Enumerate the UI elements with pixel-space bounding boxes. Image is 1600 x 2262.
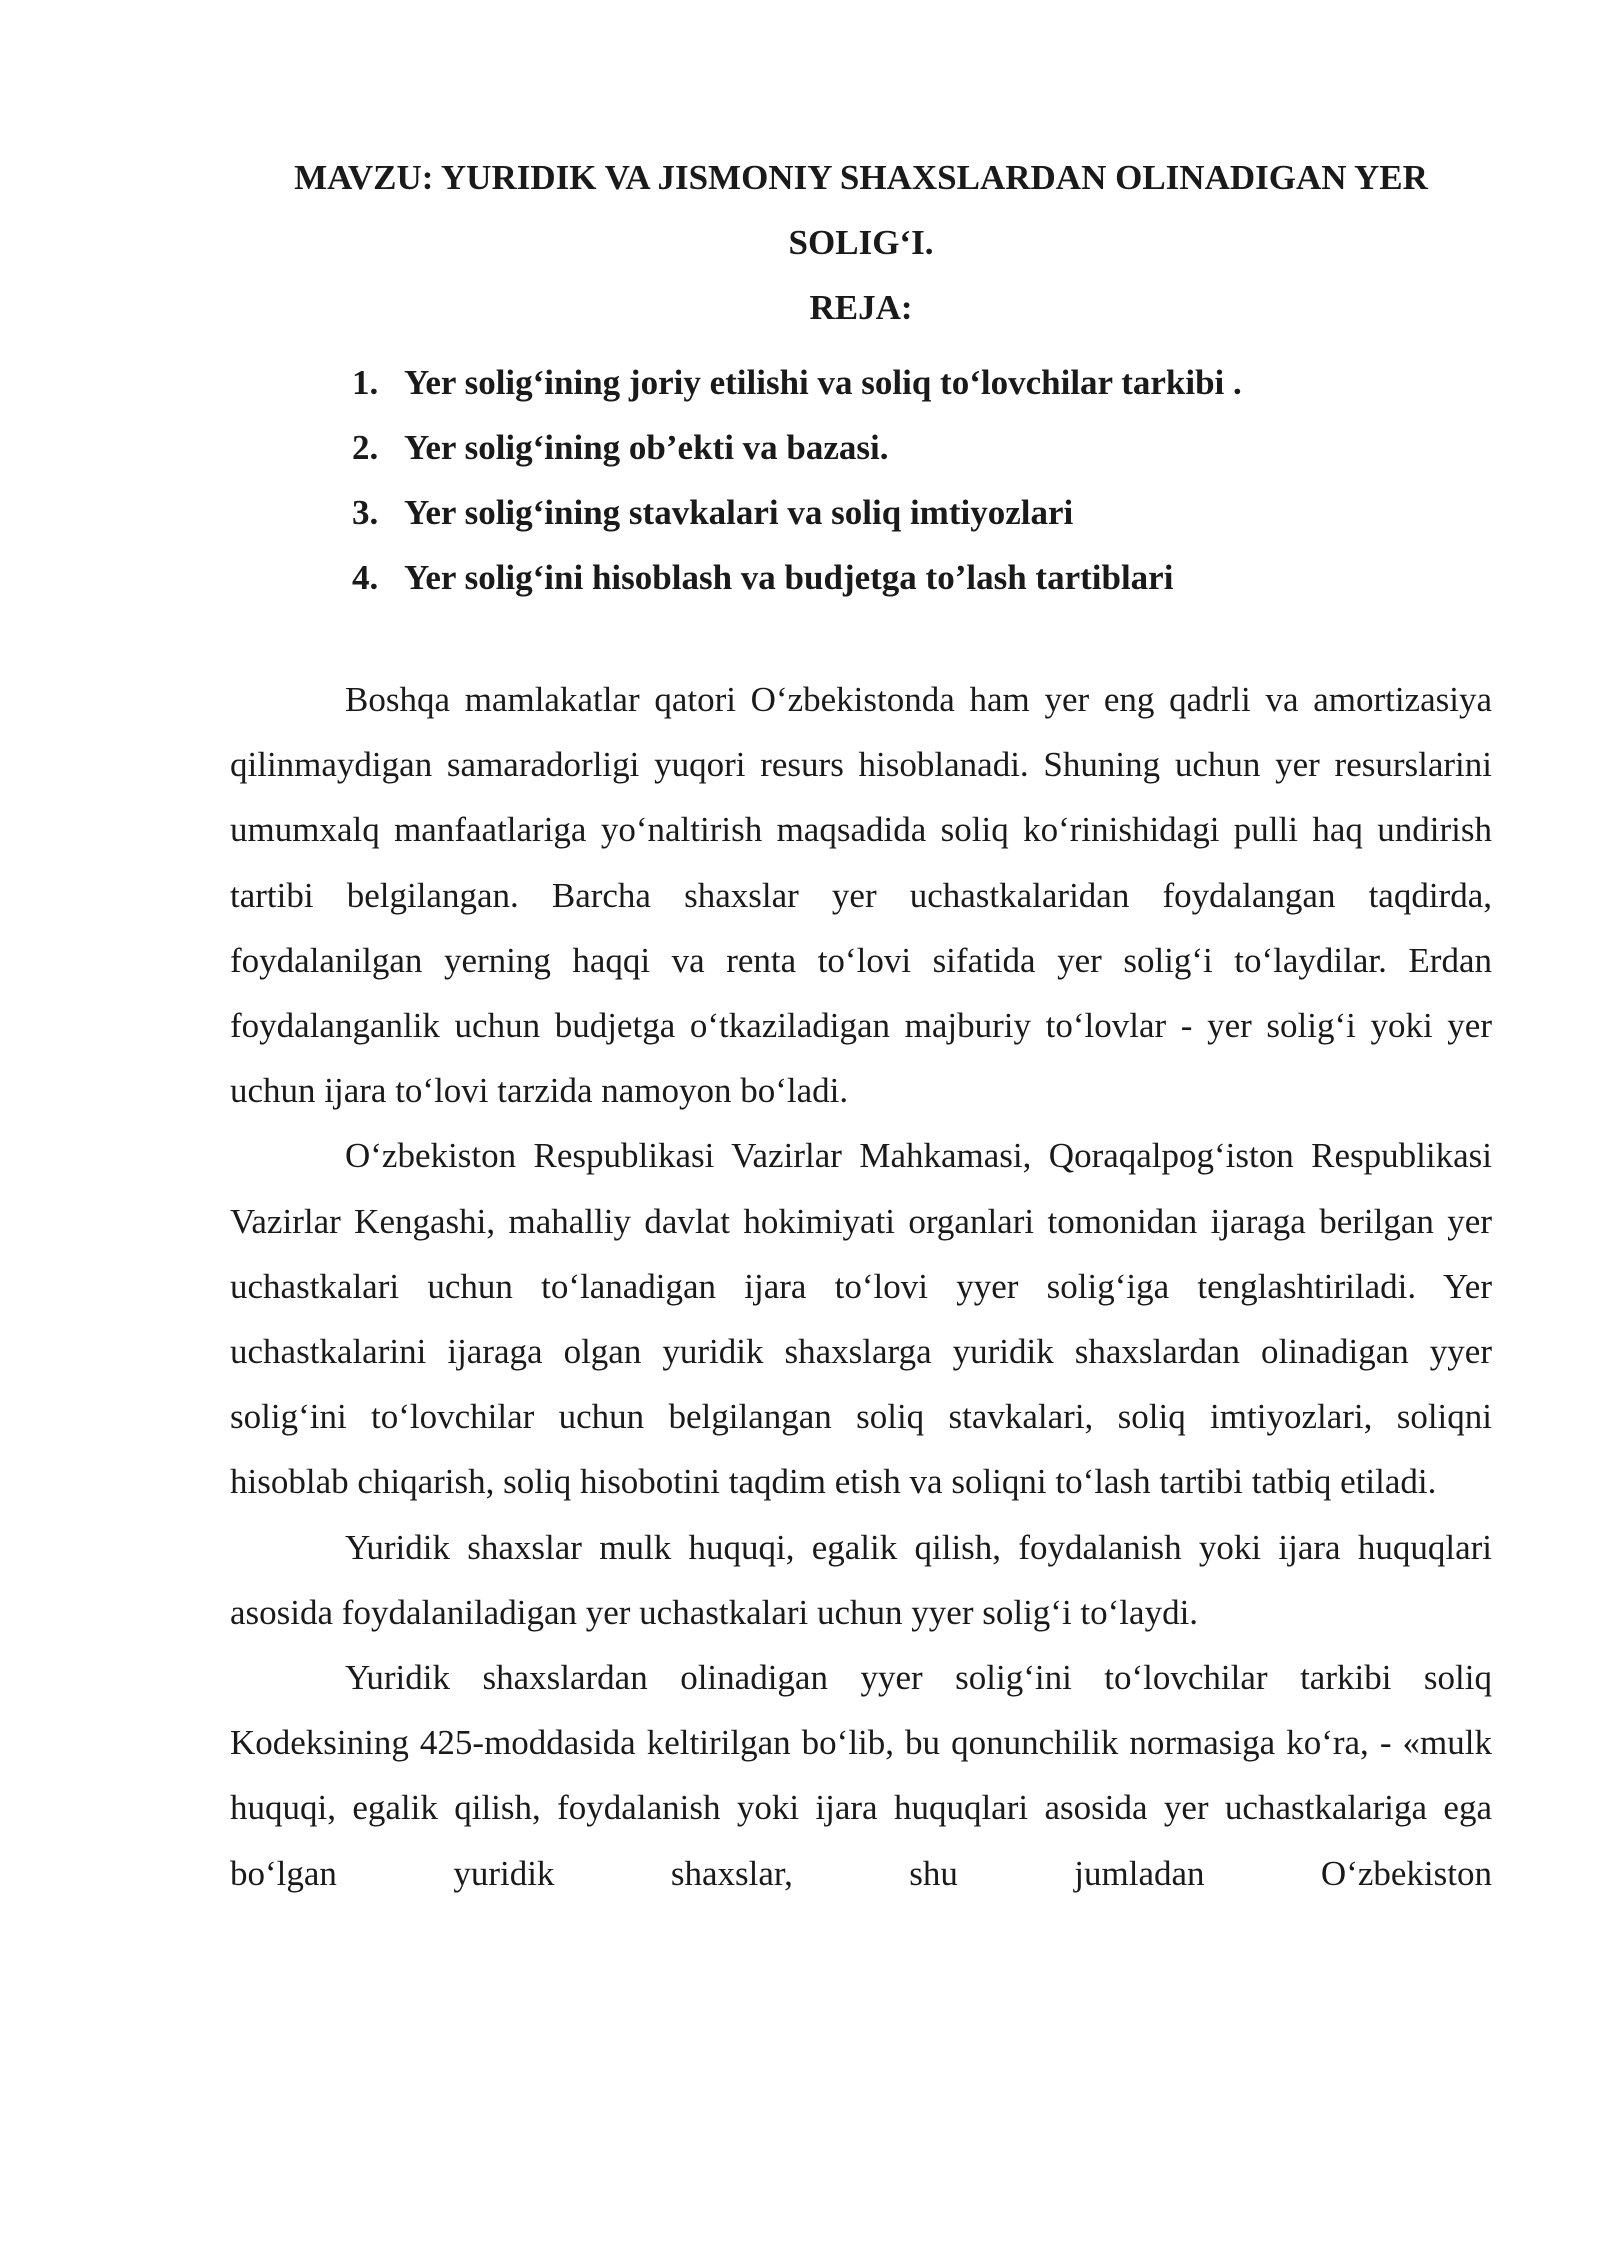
paragraph-2: O‘zbekiston Respublikasi Vazirlar Mahkamasi, Qoraqalpog‘iston Respublikasi Vazirlar Kengashi, mahalliy davlat hokimiyati organlari tomonidan ijaraga berilgan yer uchastkalari uchun to‘lanadigan ijara to‘lovi yyer solig‘iga tenglashtiriladi. Yer uchastkalarini ijaraga olgan yuridik shaxslarga yuridik shaxslardan olinadigan yyer solig‘ini to‘lovchilar uchun belgilangan soliq stavkalari, soliq imtiyozlari, soliqni hisoblab chiqarish, soliq hisobotini taqdim etish va soliqni to‘lash tartibi tatbiq etiladi. bbox=[230, 1136, 1492, 1502]
title-line-1: MAVZU: YURIDIK VA JISMONIY SHAXSLARDAN OLINADIGAN YER bbox=[294, 158, 1428, 197]
plan-list bbox=[230, 350, 1492, 610]
plan-item-number: 2. bbox=[352, 428, 379, 467]
document-title bbox=[230, 145, 1492, 275]
paragraph-4: Yuridik shaxslardan olinadigan yyer solig‘ini to‘lovchilar tarkibi soliq Kodeksining 425-moddasida keltirilgan bo‘lib, bu qonunchilik normasiga ko‘ra, - «mulk huquqi, egalik qilish, foydalanish yoki ijara huquqlari asosida yer uchastkalariga ega bo‘lgan yuridik shaxslar, shu jumladan O‘zbekiston bbox=[230, 1658, 1492, 1893]
plan-item bbox=[352, 415, 1492, 480]
plan-item-number: 4. bbox=[352, 558, 379, 597]
plan-item-text: Yer solig‘ining joriy etilishi va soliq to‘lovchilar tarkibi . bbox=[404, 363, 1242, 402]
plan-item bbox=[352, 350, 1492, 415]
document-page bbox=[230, 145, 1492, 1906]
plan-item bbox=[352, 545, 1492, 610]
plan-item-text: Yer solig‘ini hisoblash va budjetga to’lash tartiblari bbox=[404, 558, 1174, 597]
plan-item-number: 3. bbox=[352, 493, 379, 532]
plan-item bbox=[352, 480, 1492, 545]
paragraph-3: Yuridik shaxslar mulk huquqi, egalik qilish, foydalanish yoki ijara huquqlari asosida foydalaniladigan yer uchastkalari uchun yyer solig‘i to‘laydi. bbox=[230, 1527, 1492, 1632]
body-text bbox=[230, 667, 1492, 1906]
paragraph-1: Boshqa mamlakatlar qatori O‘zbekistonda ham yer eng qadrli va amortizasiya qilinmaydigan samaradorligi yuqori resurs hisoblanadi. Shuning uchun yer resurslarini umumxalq manfaatlariga yo‘naltirish maqsadida soliq ko‘rinishidagi pulli haq undirish tartibi belgilangan. Barcha shaxslar yer uchastkalaridan foydalangan taqdirda, foydalanilgan yerning haqqi va renta to‘lovi sifatida yer solig‘i to‘laydilar. Erdan foydalanganlik uchun budjetga o‘tkaziladigan majburiy to‘lovlar - yer solig‘i yoki yer uchun ijara to‘lovi tarzida namoyon bo‘ladi. bbox=[230, 680, 1492, 1111]
plan-item-text: Yer solig‘ining ob’ekti va bazasi. bbox=[404, 428, 889, 467]
plan-heading: REJA: bbox=[809, 288, 913, 327]
title-line-2: SOLIG‘I. bbox=[788, 223, 934, 262]
plan-item-text: Yer solig‘ining stavkalari va soliq imtiyozlari bbox=[404, 493, 1074, 532]
plan-item-number: 1. bbox=[352, 363, 379, 402]
